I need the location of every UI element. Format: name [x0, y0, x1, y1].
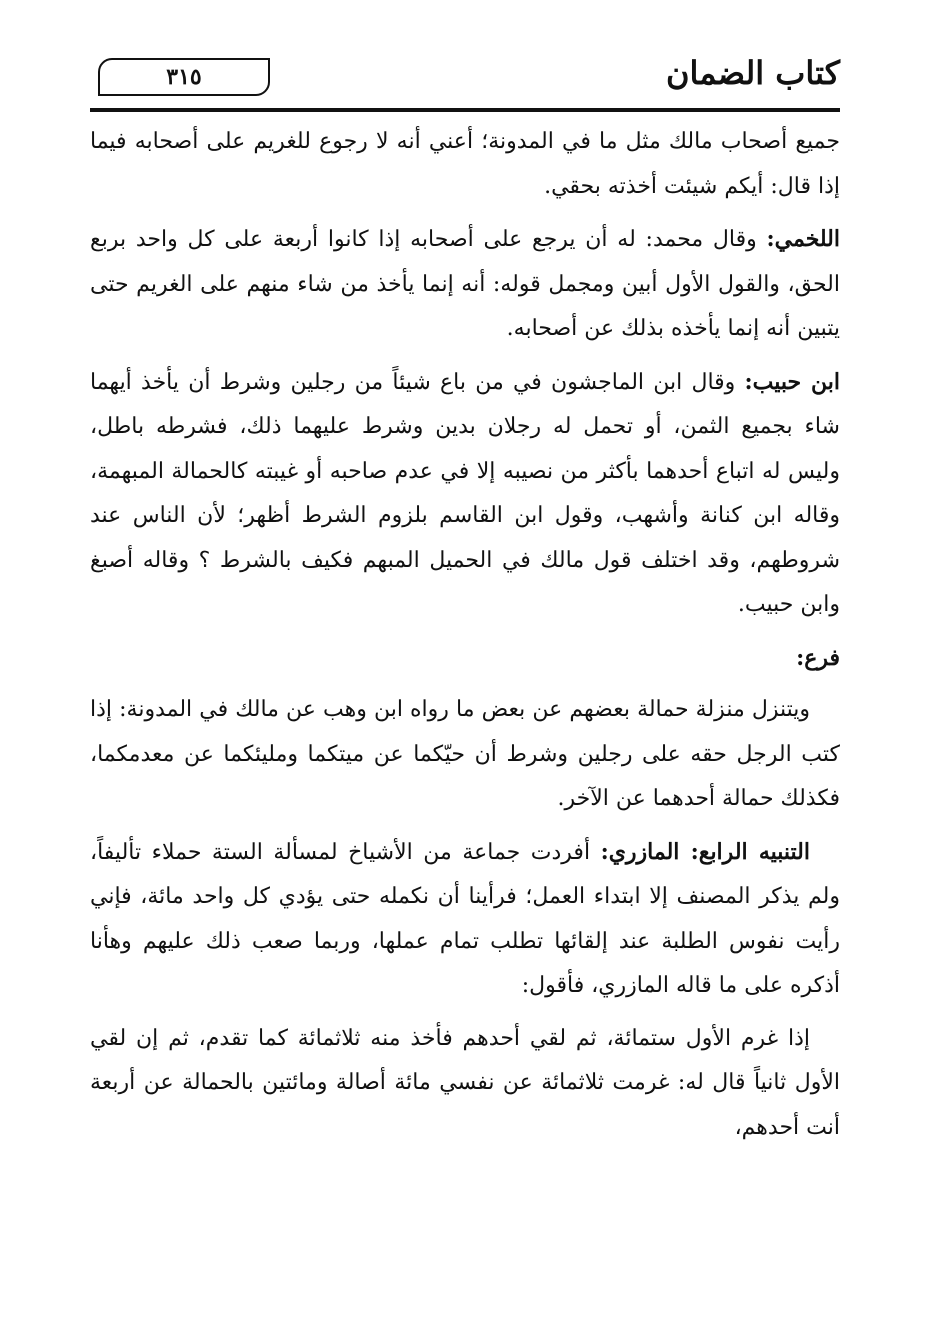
- paragraph-2: [90, 217, 840, 352]
- paragraph-5-text: أفردت جماعة من الأشياخ لمسألة الستة حملاء تأليفاً، ولم يذكر المصنف إلا ابتداء العمل؛ فرأينا أن نكمله حتى يؤدي كل واحد مائة، فإني رأيت نفوس الطلبة عند إلقائها تطلب تمام عملها، وربما صعب ذلك عليهم وهأنا أذكره على ما قاله المازري، فأقول:: [90, 839, 840, 998]
- body-text: [90, 120, 840, 1158]
- paragraph-1: [90, 120, 840, 209]
- paragraph-3-term: ابن حبيب:: [744, 368, 840, 395]
- paragraph-1-text: جميع أصحاب مالك مثل ما في المدونة؛ أعني أنه لا رجوع للغريم على أصحابه فيما إذا قال: أيكم شيئت أخذته بحقي.: [90, 129, 840, 199]
- paragraph-2-term: اللخمي:: [766, 226, 840, 252]
- paragraph-6: [90, 1017, 840, 1151]
- paragraph-3: [90, 360, 840, 628]
- book-title: كتاب الضمان: [665, 54, 840, 92]
- paragraph-3-text: وقال ابن الماجشون في من باع شيئاً من رجلين وشرط أن يأخذ أيهما شاء بجميع الثمن، أو تحمل له رجلان بدين وشرط عليهما ذلك، فشرطه باطل، وليس له اتباع أحدهما بأكثر من نصيبه إلا في عدم صاحبه أو غيبته كالحمالة المبهمة، وقاله ابن كنانة وأشهب، وقول ابن القاسم بلزوم الشرط أظهر؛ لأن الناس عند شروطهم، وقد اختلف قول مالك في الحميل المبهم فكيف بالشرط ؟ وقاله أصبغ وابن حبيب.: [90, 369, 840, 617]
- paragraph-4-text: ويتنزل منزلة حمالة بعضهم عن بعض ما رواه ابن وهب عن مالك في المدونة: إذا كتب الرجل حقه على رجلين وشرط أن حيّكما عن ميتكما ومليئكما عن معدمكما، فكذلك حمالة أحدهما عن الآخر.: [90, 697, 840, 811]
- paragraph-4: [90, 688, 840, 822]
- page: [90, 40, 840, 1280]
- subheading-far: فرع:: [796, 644, 840, 671]
- page-header: [90, 52, 840, 104]
- paragraph-5: [90, 830, 840, 1009]
- header-divider: [90, 108, 840, 112]
- page-number: ٣١٥: [98, 58, 270, 96]
- paragraph-5-term: التنبيه الرابع: المازري:: [600, 838, 810, 865]
- paragraph-2-text: وقال محمد: له أن يرجع على أصحابه إذا كانوا أربعة على كل واحد بربع الحق، والقول الأول أبين ومجمل قوله: أنه إنما يأخذ من شاء منهم على الغريم حتى يتبين أنه إنما يأخذه بذلك عن أصحابه.: [90, 227, 840, 341]
- paragraph-6-text: إذا غرم الأول ستمائة، ثم لقي أحدهم فأخذ منه ثلاثمائة كما تقدم، ثم إن لقي الأول ثانياً قال له: غرمت ثلاثمائة عن نفسي مائة أصالة ومائتين بالحمالة عن أربعة أنت أحدهم،: [90, 1025, 840, 1140]
